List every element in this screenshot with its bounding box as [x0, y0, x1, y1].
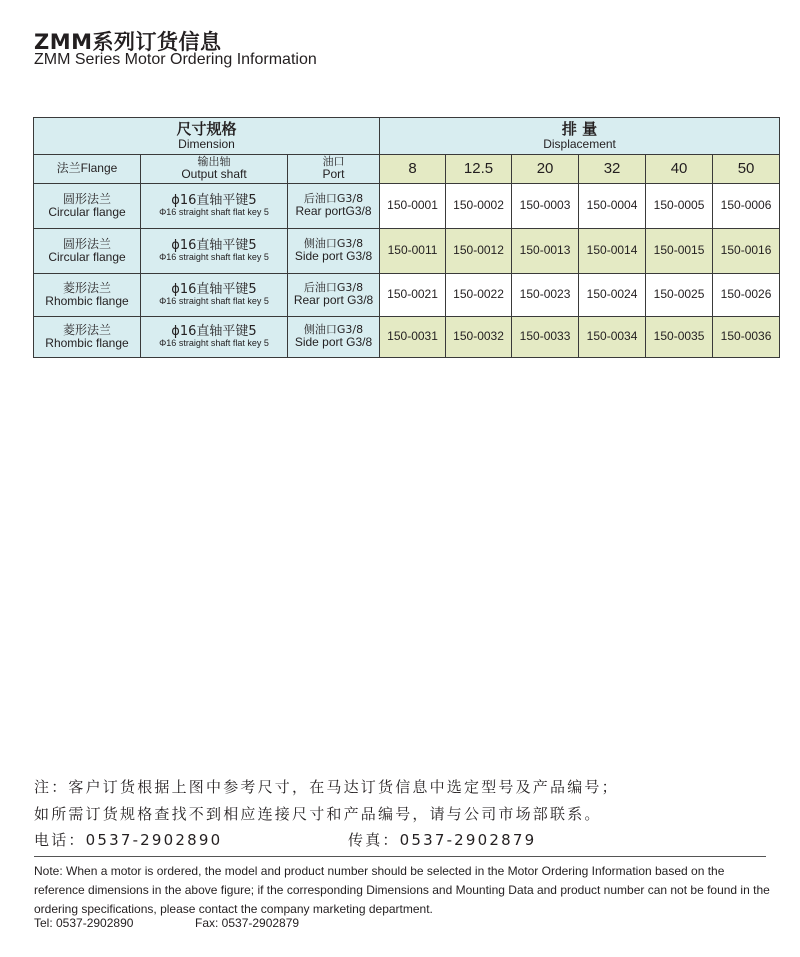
page-title-cn: ZMM系列订货信息 — [34, 30, 222, 54]
product-code: 150-0022 — [446, 274, 512, 317]
port-header-cn: 油口 — [322, 155, 345, 169]
product-code: 150-0021 — [380, 274, 446, 317]
flange-cn: 圆形法兰 — [62, 191, 111, 206]
port-cell — [288, 274, 380, 317]
flange-cell — [34, 274, 141, 317]
table-row — [34, 274, 780, 317]
product-code: 150-0013 — [512, 229, 579, 274]
product-code: 150-0031 — [380, 317, 446, 358]
displacement-value: 40 — [646, 155, 713, 184]
product-code: 150-0011 — [380, 229, 446, 274]
ordering-table — [33, 117, 780, 358]
note-cn-line1: 注：客户订货根据上图中参考尺寸，在马达订货信息中选定型号及产品编号； — [34, 778, 619, 796]
shaft-cell — [141, 229, 288, 274]
shaft-cn: ϕ16直轴平键5 — [171, 237, 257, 253]
shaft-header-en: Output shaft — [181, 167, 247, 182]
table-row — [34, 184, 780, 229]
shaft-en: Φ16 straight shaft flat key 5 — [159, 207, 269, 218]
flange-en: Circular flange — [48, 250, 126, 264]
product-code: 150-0006 — [713, 184, 780, 229]
port-en: Side port G3/8 — [294, 335, 373, 350]
product-code: 150-0015 — [646, 229, 713, 274]
displacement-value: 20 — [512, 155, 579, 184]
product-code: 150-0032 — [446, 317, 512, 358]
port-cn: 后油口G3/8 — [303, 192, 364, 206]
shaft-en: Φ16 straight shaft flat key 5 — [159, 252, 269, 263]
displacement-value: 32 — [579, 155, 646, 184]
note-cn-fax: 传真：0537-2902879 — [348, 831, 537, 849]
port-cn: 后油口G3/8 — [303, 281, 364, 295]
product-code: 150-0014 — [579, 229, 646, 274]
product-code: 150-0036 — [713, 317, 780, 358]
product-code: 150-0026 — [713, 274, 780, 317]
port-header — [288, 155, 380, 184]
flange-cell — [34, 229, 141, 274]
flange-header-label: 法兰Flange — [56, 161, 118, 176]
dimension-header-en: Dimension — [178, 136, 235, 151]
shaft-en: Φ16 straight shaft flat key 5 — [159, 296, 269, 307]
product-code: 150-0024 — [579, 274, 646, 317]
shaft-header — [141, 155, 288, 184]
note-cn-tel: 电话：0537-2902890 — [34, 831, 223, 849]
flange-header — [34, 155, 141, 184]
displacement-value: 8 — [380, 155, 446, 184]
product-code: 150-0002 — [446, 184, 512, 229]
shaft-cell — [141, 274, 288, 317]
port-cell — [288, 184, 380, 229]
table-row — [34, 317, 780, 358]
port-header-en: Port — [322, 167, 345, 182]
port-en: Rear portG3/8 — [295, 204, 372, 219]
flange-cn: 菱形法兰 — [62, 280, 111, 295]
shaft-en: Φ16 straight shaft flat key 5 — [159, 338, 269, 349]
product-code: 150-0033 — [512, 317, 579, 358]
dimension-header — [34, 118, 380, 155]
flange-cell — [34, 317, 141, 358]
displacement-header-en: Displacement — [543, 136, 616, 151]
port-cn: 侧油口G3/8 — [303, 237, 364, 251]
displacement-value: 12.5 — [446, 155, 512, 184]
displacement-header-cn: 排 量 — [561, 120, 598, 139]
product-code: 150-0001 — [380, 184, 446, 229]
flange-en: Circular flange — [48, 205, 126, 219]
product-code: 150-0005 — [646, 184, 713, 229]
shaft-header-cn: 输出轴 — [197, 155, 231, 169]
table-row — [34, 229, 780, 274]
displacement-header — [380, 118, 780, 155]
notes-divider — [34, 856, 766, 857]
port-en: Side port G3/8 — [294, 249, 373, 264]
shaft-cn: ϕ16直轴平键5 — [171, 323, 257, 339]
note-en: Note: When a motor is ordered, the model and product number should be selected in the Motor Ordering Information based on the reference dimensions in the above figure; if the corresponding Dimensions and Mounting Data and product number can not be found in the ordering specifications, please contact the company marketing department. — [34, 864, 770, 916]
port-cell — [288, 229, 380, 274]
shaft-cn: ϕ16直轴平键5 — [171, 281, 257, 297]
product-code: 150-0025 — [646, 274, 713, 317]
fax-en: Fax: 0537-2902879 — [195, 916, 300, 930]
shaft-cn: ϕ16直轴平键5 — [171, 192, 257, 208]
flange-en: Rhombic flange — [45, 336, 129, 350]
product-code: 150-0012 — [446, 229, 512, 274]
port-cell — [288, 317, 380, 358]
port-cn: 侧油口G3/8 — [303, 323, 364, 337]
note-cn-line2: 如所需订货规格查找不到相应连接尺寸和产品编号，请与公司市场部联系。 — [34, 805, 602, 823]
product-code: 150-0034 — [579, 317, 646, 358]
port-en: Rear port G3/8 — [293, 293, 374, 308]
dimension-header-cn: 尺寸规格 — [176, 120, 237, 139]
flange-en: Rhombic flange — [45, 294, 129, 308]
product-code: 150-0004 — [579, 184, 646, 229]
product-code: 150-0003 — [512, 184, 579, 229]
flange-cn: 菱形法兰 — [62, 322, 111, 337]
product-code: 150-0035 — [646, 317, 713, 358]
shaft-cell — [141, 317, 288, 358]
flange-cell — [34, 184, 141, 229]
product-code: 150-0016 — [713, 229, 780, 274]
shaft-cell — [141, 184, 288, 229]
page-title-en: ZMM Series Motor Ordering Information — [34, 51, 317, 68]
tel-en: Tel: 0537-2902890 — [34, 916, 134, 930]
displacement-value: 50 — [713, 155, 780, 184]
flange-cn: 圆形法兰 — [62, 236, 111, 251]
product-code: 150-0023 — [512, 274, 579, 317]
